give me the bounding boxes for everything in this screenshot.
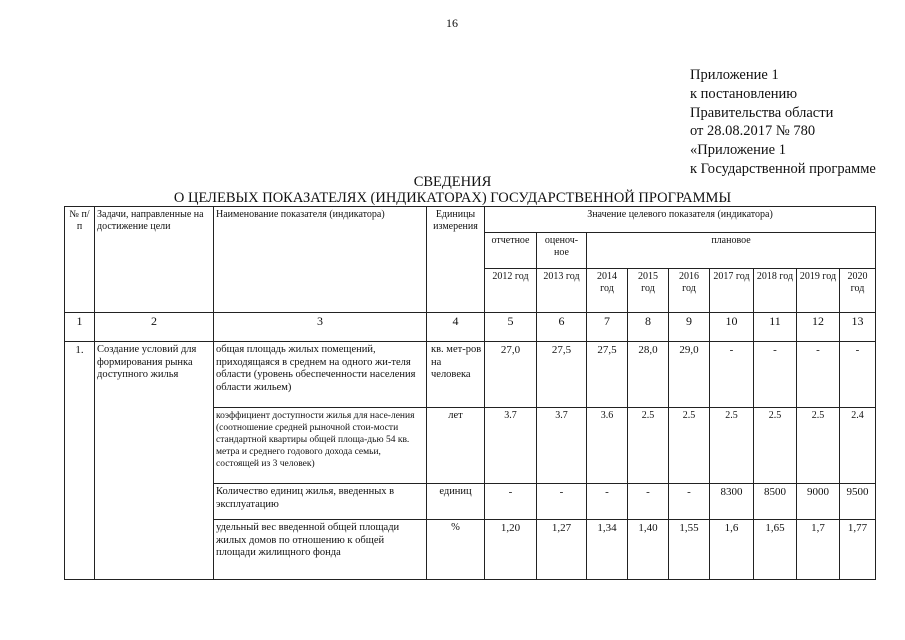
column-number: 6 <box>537 313 587 342</box>
appendix-line: к постановлению <box>690 85 798 102</box>
table-row <box>65 342 876 408</box>
document-title: СВЕДЕНИЯ <box>413 174 492 190</box>
value-cell: 1,7 <box>797 520 840 580</box>
value-cell: - <box>669 484 710 520</box>
column-number: 5 <box>485 313 537 342</box>
column-number: 4 <box>427 313 485 342</box>
value-cell: - <box>797 342 840 408</box>
appendix-line: к Государственной программе <box>690 160 876 177</box>
value-cell: 3.7 <box>485 408 537 484</box>
unit-cell: % <box>427 520 485 580</box>
column-number: 9 <box>669 313 710 342</box>
header-estimated: оценоч-ное <box>537 233 587 269</box>
column-number: 7 <box>587 313 628 342</box>
value-cell: 1,55 <box>669 520 710 580</box>
appendix-line: Правительства области <box>690 104 834 121</box>
header-year: 2014 год <box>587 269 628 313</box>
unit-cell: кв. мет-ров на человека <box>427 342 485 408</box>
header-reported: отчетное <box>485 233 537 269</box>
value-cell: 8300 <box>710 484 754 520</box>
value-cell: 2.5 <box>628 408 669 484</box>
value-cell: - <box>710 342 754 408</box>
column-number: 2 <box>95 313 214 342</box>
header-year: 2019 год <box>797 269 840 313</box>
header-year: 2018 год <box>754 269 797 313</box>
header-year: 2015 год <box>628 269 669 313</box>
header-units: Единицы измерения <box>427 207 485 313</box>
value-cell: 27,5 <box>587 342 628 408</box>
document-subtitle: О ЦЕЛЕВЫХ ПОКАЗАТЕЛЯХ (ИНДИКАТОРАХ) ГОСУДАРСТВЕННОЙ ПРОГРАММЫ <box>173 190 732 206</box>
header-num: № п/п <box>65 207 95 313</box>
column-numbers-row <box>65 313 876 342</box>
value-cell: - <box>587 484 628 520</box>
value-cell: 1,20 <box>485 520 537 580</box>
appendix-block <box>690 66 876 179</box>
page-number: 16 <box>446 16 458 30</box>
header-year: 2016 год <box>669 269 710 313</box>
header-year: 2013 год <box>537 269 587 313</box>
value-cell: - <box>537 484 587 520</box>
appendix-line: «Приложение 1 <box>690 142 786 159</box>
value-cell: 1,40 <box>628 520 669 580</box>
value-cell: 1,27 <box>537 520 587 580</box>
column-number: 10 <box>710 313 754 342</box>
appendix-line: от 28.08.2017 № 780 <box>690 123 816 140</box>
value-cell: 1,77 <box>840 520 876 580</box>
header-value-group: Значение целевого показателя (индикатора) <box>485 207 876 233</box>
column-number: 11 <box>754 313 797 342</box>
value-cell: 27,0 <box>485 342 537 408</box>
column-number: 8 <box>628 313 669 342</box>
indicator-cell: удельный вес введенной общей площади жилых домов по отношению к общей площади жилищного фонда <box>214 520 427 580</box>
value-cell: 2.5 <box>754 408 797 484</box>
indicator-cell: коэффициент доступности жилья для насе-ления (соотношение средней рыночной стои-мости стандартной квартиры общей площа-дью 54 кв. метра и среднего годового дохода семьи, состоящей из 3 человек) <box>214 408 427 484</box>
appendix-line: Приложение 1 <box>690 67 779 83</box>
value-cell: 27,5 <box>537 342 587 408</box>
value-cell: 2.5 <box>797 408 840 484</box>
value-cell: 3.6 <box>587 408 628 484</box>
value-cell: 1,6 <box>710 520 754 580</box>
value-cell: 3.7 <box>537 408 587 484</box>
column-number: 13 <box>840 313 876 342</box>
value-cell: - <box>754 342 797 408</box>
value-cell: 1,34 <box>587 520 628 580</box>
column-number: 12 <box>797 313 840 342</box>
indicator-cell: Количество единиц жилья, введенных в эксплуатацию <box>214 484 427 520</box>
unit-cell: единиц <box>427 484 485 520</box>
value-cell: - <box>628 484 669 520</box>
indicators-table <box>64 206 876 580</box>
value-cell: 2.5 <box>669 408 710 484</box>
value-cell: 29,0 <box>669 342 710 408</box>
value-cell: 28,0 <box>628 342 669 408</box>
header-year: 2012 год <box>485 269 537 313</box>
value-cell: 2.4 <box>840 408 876 484</box>
value-cell: - <box>840 342 876 408</box>
value-cell: - <box>485 484 537 520</box>
column-number: 3 <box>214 313 427 342</box>
header-planned: плановое <box>587 233 876 269</box>
column-number: 1 <box>65 313 95 342</box>
row-number: 1. <box>65 342 95 580</box>
task-cell: Создание условий для формирования рынка доступного жилья <box>95 342 214 580</box>
indicator-cell: общая площадь жилых помещений, приходящаяся в среднем на одного жи-теля области (уровень обеспеченности населения области жильем) <box>214 342 427 408</box>
value-cell: 8500 <box>754 484 797 520</box>
header-tasks: Задачи, направленные на достижение цели <box>95 207 214 313</box>
value-cell: 1,65 <box>754 520 797 580</box>
value-cell: 2.5 <box>710 408 754 484</box>
value-cell: 9500 <box>840 484 876 520</box>
value-cell: 9000 <box>797 484 840 520</box>
header-year: 2020 год <box>840 269 876 313</box>
header-year: 2017 год <box>710 269 754 313</box>
unit-cell: лет <box>427 408 485 484</box>
header-indicator: Наименование показателя (индикатора) <box>214 207 427 313</box>
